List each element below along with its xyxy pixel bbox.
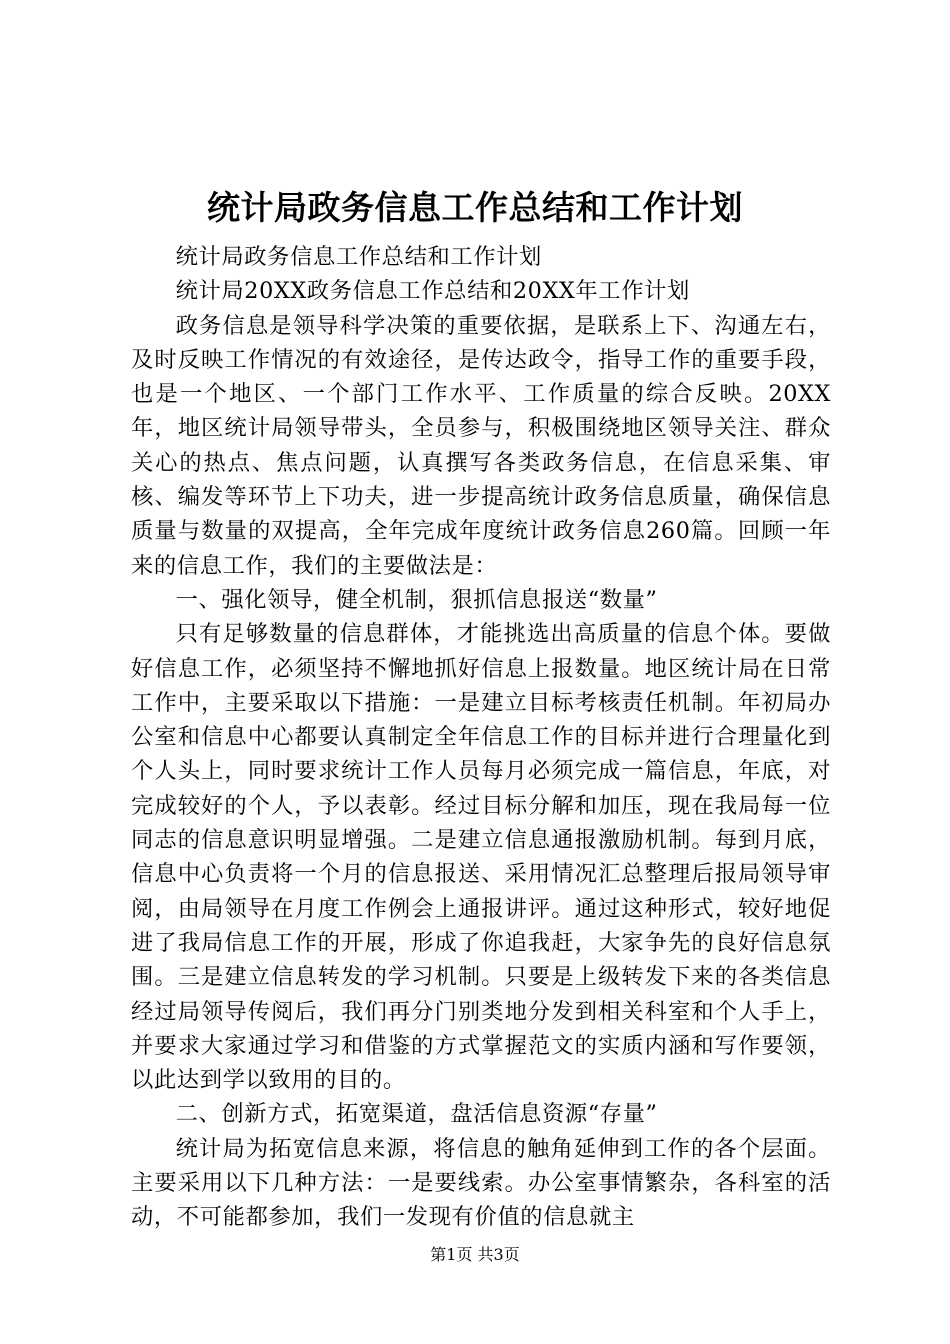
paragraph: 统计局20XX政务信息工作总结和20XX年工作计划 xyxy=(175,278,690,305)
paragraph: 统计局政务信息工作总结和工作计划 xyxy=(175,244,542,270)
paragraph: 政务信息是领导科学决策的重要依据，是联系上下、沟通左右，及时反映工作情况的有效途径，是传达政令，指导工作的重要手段，也是一个地区、一个部门工作水平、工作质量的综合反映。20XX年，地区统计局领导带头，全员参与，积极围绕地区领导关注、群众关心的热点、焦点问题，认真撰写各类政务信息，在信息采集、审核、编发等环节上下功夫，进一步提高统计政务信息质量，确保信息质量与数量的双提高，全年完成年度统计政务信息260篇。回顾一年来的信息工作，我们的主要做法是： xyxy=(131,312,831,579)
page-footer: 第1页 共3页 xyxy=(430,1245,520,1264)
paragraph: 只有足够数量的信息群体，才能挑选出高质量的信息个体。要做好信息工作，必须坚持不懈地抓好信息上报数量。地区统计局在日常工作中，主要采取以下措施：一是建立目标考核责任机制。年初局办公室和信息中心都要认真制定全年信息工作的目标并进行合理量化到个人头上，同时要求统计工作人员每月必须完成一篇信息，年底，对完成较好的个人，予以表彰。经过目标分解和加压，现在我局每一位同志的信息意识明显增强。二是建立信息通报激励机制。每到月底，信息中心负责将一个月的信息报送、采用情况汇总整理后报局领导审阅，由局领导在月度工作例会上通报讲评。通过这种形式，较好地促进了我局信息工作的开展，形成了你追我赶，大家争先的良好信息氛围。三是建立信息转发的学习机制。只要是上级转发下来的各类信息经过局领导传阅后，我们再分门别类地分发到相关科室和个人手上，并要求大家通过学习和借鉴的方式掌握范文的实质内涵和写作要领，以此达到学以致用的目的。 xyxy=(131,621,831,1094)
document-title: 统计局政务信息工作总结和工作计划 xyxy=(207,188,743,227)
section-heading: 一、强化领导，健全机制，狠抓信息报送“数量” xyxy=(175,586,658,613)
document-body xyxy=(131,240,831,1235)
section-heading: 二、创新方式，拓宽渠道，盘活信息资源“存量” xyxy=(175,1101,658,1128)
paragraph: 统计局为拓宽信息来源，将信息的触角延伸到工作的各个层面。主要采用以下几种方法：一是要线索。办公室事情繁杂，各科室的活动，不可能都参加，我们一发现有价值的信息就主 xyxy=(131,1135,831,1231)
